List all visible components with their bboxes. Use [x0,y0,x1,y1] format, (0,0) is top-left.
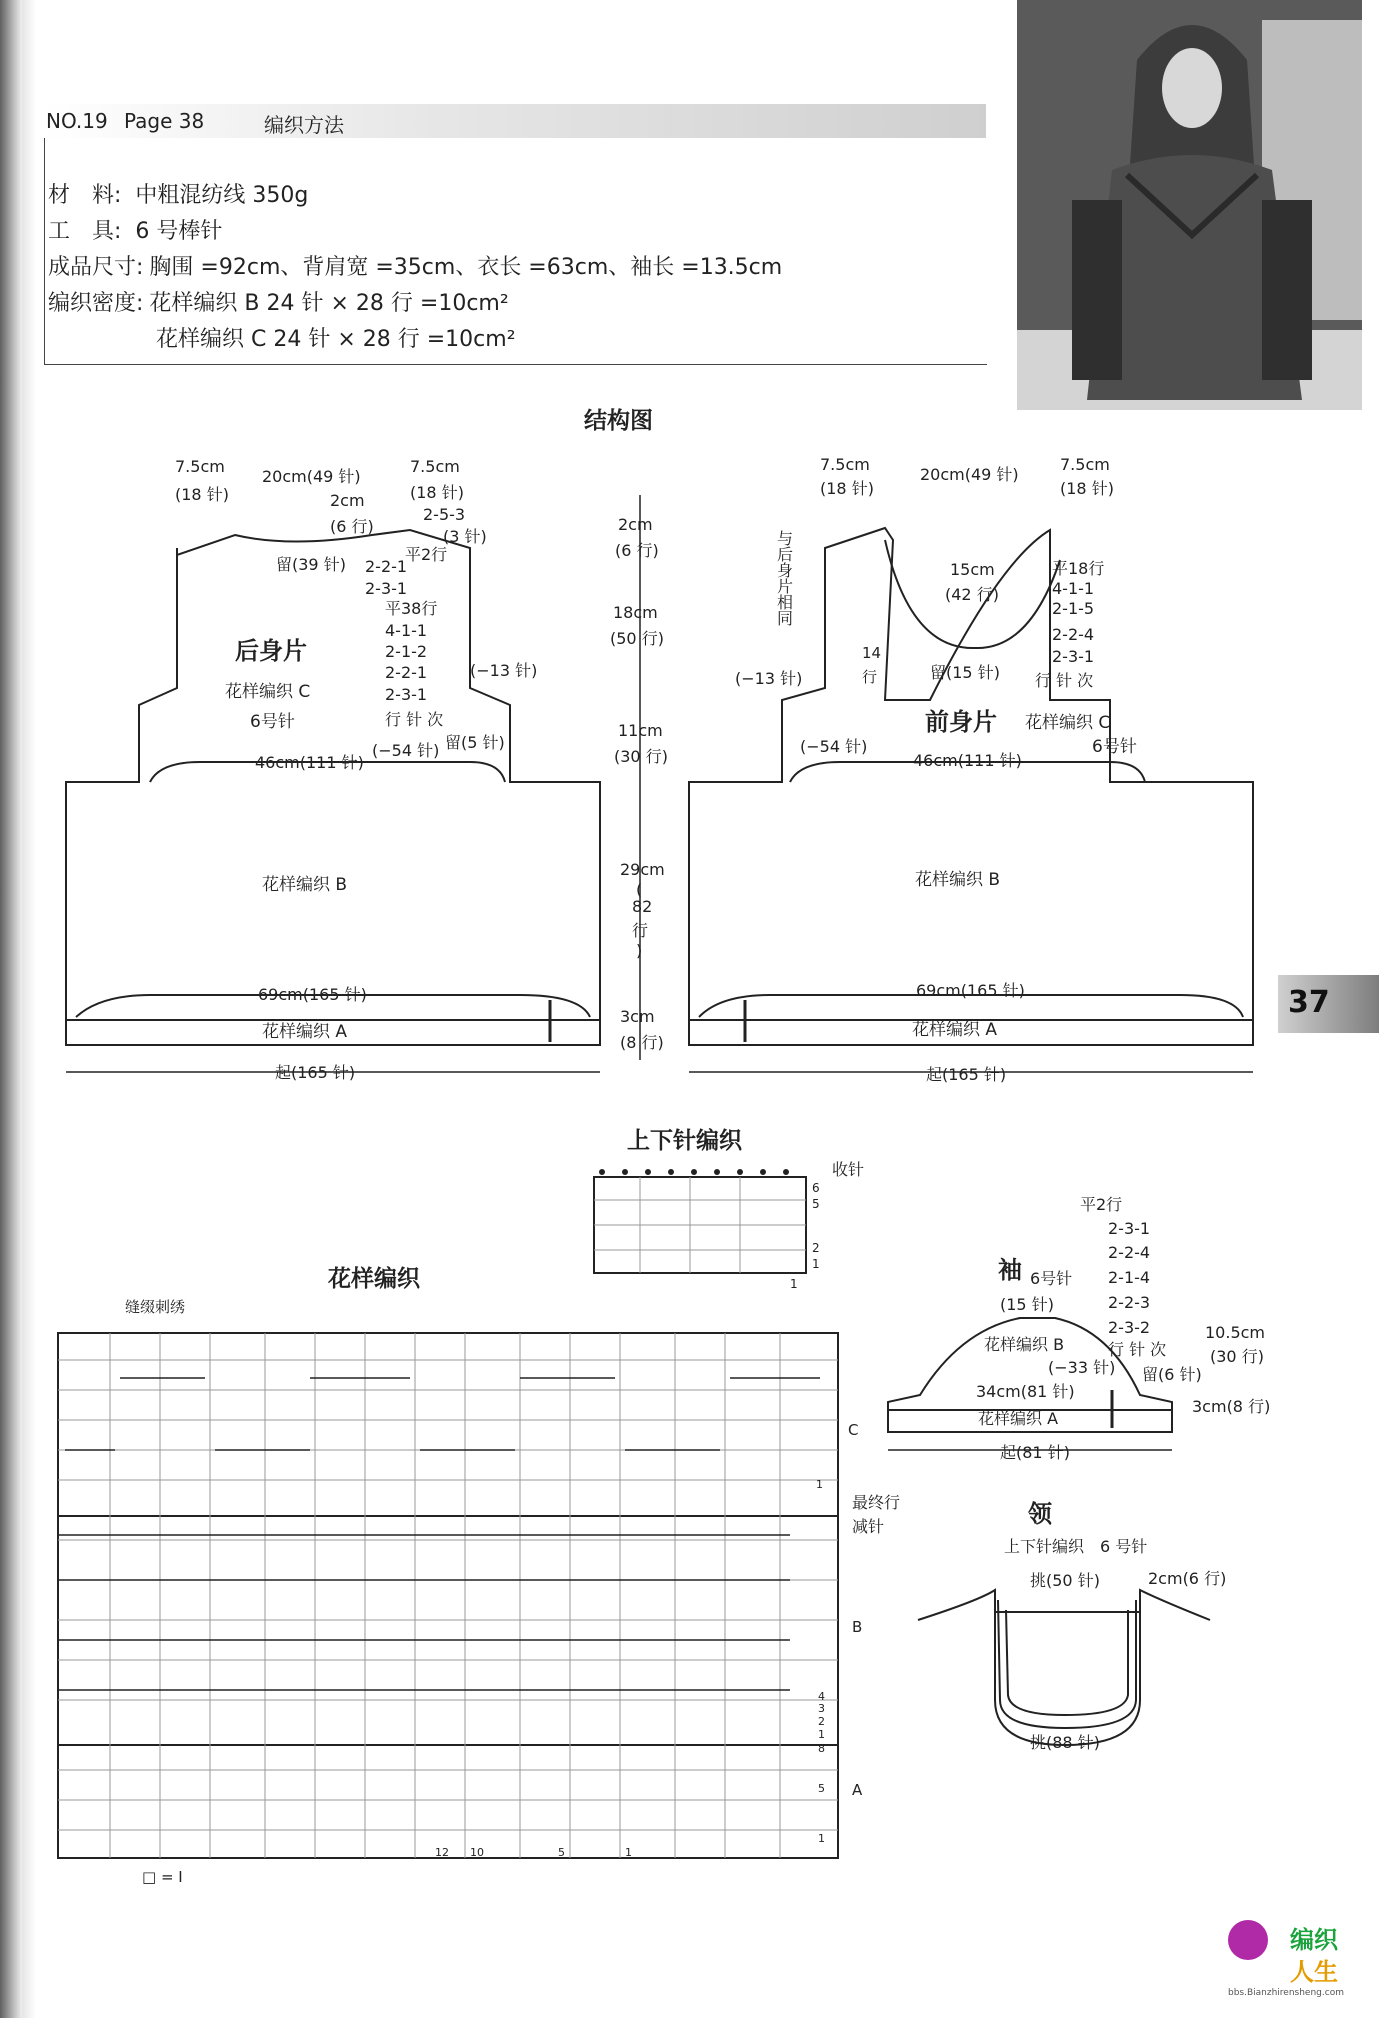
pattern-legend: □ = Ⅰ [142,1868,183,1886]
back-top-right-st: (18 针) [410,483,464,502]
back-top-mid: 20cm(49 针) [262,467,361,486]
front-neck-rows: (42 行) [945,585,999,604]
back-width69: 69cm(165 针) [258,985,367,1004]
gauge-label: 编织密度: [48,291,144,316]
back-a2: 2-1-2 [385,642,428,661]
size-value: 胸围 =92cm、背肩宽 =35cm、衣长 =63cm、袖长 =13.5cm [149,255,783,280]
embroidery-label: 缝缀刺绣 [125,1298,186,1316]
back-pattern-c: 花样编织 C [225,682,311,702]
front-f2: 2-1-5 [1052,599,1095,618]
pattern-row-3: 3 [818,1702,825,1715]
material-value: 中粗混纺线 350g [135,183,309,208]
sleeve-flat2: 平2行 [1080,1195,1123,1214]
sleeve-s3: 2-1-4 [1108,1268,1151,1287]
pattern-col-12: 12 [435,1846,449,1859]
size-label: 成品尺寸: [48,255,144,280]
header-title: 编织方法 [264,113,344,137]
front-same-as-back: 与后身片相同 [774,530,794,626]
collar-stitch: 上下针编织 6 号针 [1004,1537,1148,1556]
front-rowhdr: 行 针 次 [1035,671,1094,690]
section-c-label: C [848,1421,859,1439]
collar-name: 领 [1028,1500,1052,1528]
dim-paren2: ) [636,941,643,960]
collar-pick88: 挑(88 针) [1030,1733,1100,1752]
logo-line2: 人生 [1290,1958,1338,1986]
front-top-left-st: (18 针) [820,479,874,498]
cable-marks [58,1378,820,1690]
front-v14: 14 [862,644,882,662]
back-a3: 2-2-1 [385,663,428,682]
front-piece-name: 前身片 [925,708,997,736]
yarn-ball-icon [1228,1920,1268,1960]
tool-value: 6 号棒针 [135,219,223,244]
dim-50rows: (50 行) [610,629,664,648]
section-a-label: A [852,1781,863,1799]
back-top-right: 7.5cm [410,457,460,476]
back-top-left: 7.5cm [175,457,225,476]
front-keep15: 留(15 针) [930,663,1000,682]
sleeve-s5: 2-3-2 [1108,1318,1151,1337]
dim-29cm: 29cm [620,860,665,879]
sleeve-keep6: 留(6 针) [1142,1365,1202,1384]
pattern-chart-grid [58,1177,838,1858]
collar-outline [918,1590,1210,1745]
dim-rows: 行 [632,921,649,940]
front-width46: 46cm(111 针) [913,751,1022,770]
back-pattern-a: 花样编织 A [262,1022,348,1042]
front-f1: 4-1-1 [1052,579,1095,598]
front-flat18: 平18行 [1052,559,1105,578]
sleeve-h1: 10.5cm [1205,1323,1266,1342]
logo-line1: 编织 [1290,1926,1338,1954]
stockinette-row-6: 6 [812,1181,820,1195]
stockinette-col-1: 1 [790,1277,798,1291]
back-a4: 2-3-1 [385,685,428,704]
front-f4: 2-3-1 [1052,647,1095,666]
front-minus13: (−13 针) [735,669,803,688]
dim-paren1: ( [636,880,643,899]
collar-dim: 2cm(6 行) [1148,1569,1227,1588]
front-minus54: (−54 针) [800,737,868,756]
dim-11cm: 11cm [618,721,663,740]
front-top-left: 7.5cm [820,455,870,474]
pattern-row-1a: 1 [816,1478,823,1491]
dim-18cm: 18cm [613,603,658,622]
sleeve-s2: 2-2-4 [1108,1243,1151,1262]
back-neck-dec2: (3 针) [443,527,487,546]
dim-3cm: 3cm [620,1007,655,1026]
back-top-left-st: (18 针) [175,485,229,504]
logo-url: bbs.Bianzhirensheng.com [1228,1988,1344,1998]
front-top-right: 7.5cm [1060,455,1110,474]
gauge-row-c: 花样编织 C 24 针 × 28 行 =10cm² [156,327,516,352]
page-number: 37 [1288,985,1330,1020]
pattern-number: NO.19 [46,109,108,133]
front-pattern-c: 花样编织 C [1025,713,1111,733]
sleeve-pattern-a: 花样编织 A [978,1409,1059,1428]
front-pattern-a: 花样编织 A [912,1020,998,1040]
section-b-label: B [852,1618,863,1636]
back-flat2: 平2行 [405,545,448,564]
back-rowhdr: 行 针 次 [385,710,444,729]
dim-2cm: 2cm [618,515,653,534]
collar-pick50: 挑(50 针) [1030,1571,1100,1590]
back-s1: 2-2-1 [365,557,408,576]
back-width46: 46cm(111 针) [255,753,364,772]
back-neck-depth: 2cm [330,491,365,510]
back-cast: 起(165 针) [275,1063,356,1082]
site-logo [1228,1920,1368,2010]
back-neck-dec: 2-5-3 [423,505,466,524]
stockinette-row-1: 1 [812,1257,820,1271]
pattern-col-5: 5 [558,1846,565,1859]
back-keep5: 留(5 针) [445,733,505,752]
bindoff-dots [599,1169,789,1175]
back-pattern-b: 花样编织 B [262,875,348,895]
front-top-right-st: (18 针) [1060,479,1114,498]
sleeve-width34: 34cm(81 针) [976,1382,1075,1401]
back-minus54: (−54 针) [372,741,440,760]
sleeve-h1r: (30 行) [1210,1347,1264,1366]
back-neck-depth-rows: (6 行) [330,517,374,536]
front-width69: 69cm(165 针) [916,981,1025,1000]
pattern-chart [58,1333,838,1858]
back-piece-name: 后身片 [235,637,307,665]
stockinette-bindoff: 收针 [832,1160,865,1179]
dim-6rows: (6 行) [615,541,659,560]
dim-82: 82 [632,897,653,916]
sleeve-name: 袖 [998,1256,1022,1284]
sleeve-s4: 2-2-3 [1108,1293,1151,1312]
front-v14r: 行 [862,668,878,686]
structure-title: 结构图 [584,408,653,434]
sleeve-cast: 起(81 针) [1000,1443,1070,1462]
page-ref: Page 38 [124,109,205,133]
sleeve-h2: 3cm(8 行) [1192,1397,1271,1416]
gauge-b: 花样编织 B 24 针 × 28 行 =10cm² [149,291,509,316]
sleeve-st15: (15 针) [1000,1295,1054,1314]
back-a1: 4-1-1 [385,621,428,640]
dim-8rows: (8 行) [620,1033,664,1052]
back-minus13: (−13 针) [470,661,538,680]
material-label: 材 料: [48,183,122,208]
sleeve-pattern-b: 花样编织 B [984,1335,1065,1354]
pattern-row-4: 4 [818,1690,825,1703]
sleeve-rowhdr: 行 针 次 [1108,1340,1167,1359]
stockinette-row-5: 5 [812,1197,820,1211]
dim-30rows: (30 行) [614,747,668,766]
sleeve-s1: 2-3-1 [1108,1219,1151,1238]
back-needle: 6号针 [250,712,295,732]
back-s2: 2-3-1 [365,579,408,598]
pattern-row-5: 5 [818,1782,825,1795]
pattern-col-1: 1 [625,1846,632,1859]
back-flat38: 平38行 [385,599,438,618]
sleeve-needle: 6号针 [1030,1269,1073,1288]
back-piece-outline [66,530,600,1045]
tool-label: 工 具: [48,219,122,244]
pattern-row-1c: 1 [818,1832,825,1845]
last-row-label: 最终行 [852,1493,901,1512]
pattern-row-1b: 1 [818,1728,825,1741]
pattern-row-2: 2 [818,1715,825,1728]
front-cast: 起(165 针) [926,1065,1007,1084]
front-f3: 2-2-4 [1052,625,1095,644]
front-needle: 6号针 [1092,737,1137,757]
front-neck: 15cm [950,560,995,579]
sleeve-minus33: (−33 针) [1048,1358,1116,1377]
decrease-label: 减针 [852,1517,885,1536]
pattern-col-10: 10 [470,1846,484,1859]
pattern-title: 花样编织 [328,1266,420,1292]
stockinette-title: 上下针编织 [627,1128,742,1154]
front-pattern-b: 花样编织 B [915,870,1001,890]
back-neck-keep: 留(39 针) [276,555,346,574]
pattern-row-8: 8 [818,1742,825,1755]
stockinette-row-2: 2 [812,1241,820,1255]
front-top-mid: 20cm(49 针) [920,465,1019,484]
